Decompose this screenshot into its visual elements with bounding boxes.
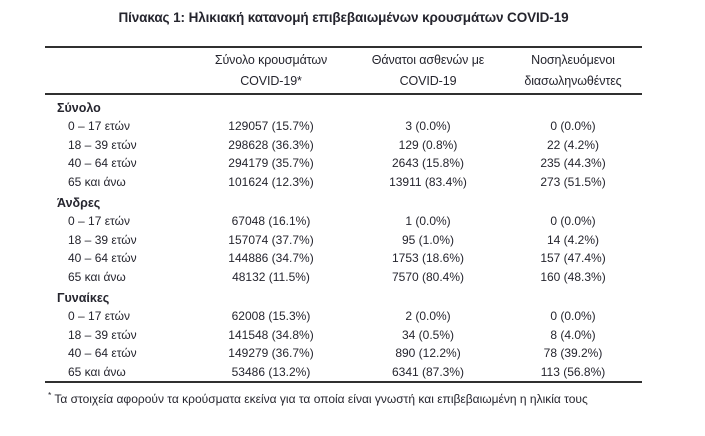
intubated-value: 22 (4.2%) xyxy=(546,137,600,152)
table-header-row xyxy=(45,46,642,95)
header-deaths xyxy=(352,50,504,92)
header-total-cases xyxy=(190,50,352,92)
deaths-value: 7570 (80.4%) xyxy=(391,269,465,284)
age-label: 0 – 17 ετών xyxy=(68,119,130,133)
age-label: 18 – 39 ετών xyxy=(68,327,137,342)
deaths-value: 1753 (18.6%) xyxy=(391,251,465,265)
intubated-value: 0 (0.0%) xyxy=(550,214,596,228)
intubated-value: 273 (51.5%) xyxy=(540,174,606,189)
age-label: 65 και άνω xyxy=(68,364,126,379)
deaths-value: 129 (0.8%) xyxy=(398,137,458,152)
table-row xyxy=(45,326,642,345)
table-body xyxy=(45,95,642,383)
cases-value: 144886 (34.7%) xyxy=(228,251,314,265)
table-row xyxy=(45,136,642,155)
age-label: 18 – 39 ετών xyxy=(68,232,137,247)
cases-value: 101624 (12.3%) xyxy=(228,174,314,189)
header-empty-cell xyxy=(45,50,190,92)
intubated-value: 157 (47.4%) xyxy=(540,251,606,265)
header-intubated-line2: διασωληνωθέντες xyxy=(524,74,622,88)
covid-age-table xyxy=(45,46,642,383)
cases-value: 294179 (35.7%) xyxy=(228,156,314,170)
cases-value: 53486 (13.2%) xyxy=(231,364,311,379)
table-row xyxy=(45,363,642,382)
header-deaths-line2: COVID-19 xyxy=(399,74,457,88)
footnote-text: Τα στοιχεία αφορούν τα κρούσματα εκείνα για τα οποία είναι γνωστή και επιβεβαιωμένη η ηλικία τους xyxy=(54,392,588,406)
table-row xyxy=(45,344,642,363)
intubated-value: 0 (0.0%) xyxy=(550,309,596,323)
age-label: 40 – 64 ετών xyxy=(68,251,137,265)
section-label-total: Σύνολο xyxy=(57,101,101,115)
header-intubated-line1: Νοσηλευόμενοι xyxy=(531,53,615,67)
cases-value: 129057 (15.7%) xyxy=(228,119,314,133)
header-deaths-line1: Θάνατοι ασθενών με xyxy=(371,53,485,67)
deaths-value: 3 (0.0%) xyxy=(405,119,451,133)
table-row xyxy=(45,212,642,231)
deaths-value: 95 (1.0%) xyxy=(401,232,455,247)
cases-value: 141548 (34.8%) xyxy=(228,327,314,342)
footnote-asterisk: * xyxy=(48,390,52,400)
deaths-value: 2 (0.0%) xyxy=(405,309,451,323)
intubated-value: 78 (39.2%) xyxy=(543,346,603,360)
section-label-men: Άνδρες xyxy=(57,196,101,210)
age-label: 65 και άνω xyxy=(68,174,126,189)
intubated-value: 0 (0.0%) xyxy=(550,119,596,133)
table-row xyxy=(45,173,642,192)
deaths-value: 34 (0.5%) xyxy=(401,327,455,342)
cases-value: 298628 (36.3%) xyxy=(228,137,314,152)
table-row xyxy=(45,154,642,173)
age-label: 0 – 17 ετών xyxy=(68,309,130,323)
table-footnote xyxy=(45,388,642,407)
header-intubated xyxy=(504,50,642,92)
intubated-value: 235 (44.3%) xyxy=(540,156,606,170)
table-row xyxy=(45,117,642,136)
deaths-value: 6341 (87.3%) xyxy=(391,364,465,379)
age-label: 65 και άνω xyxy=(68,269,126,284)
intubated-value: 160 (48.3%) xyxy=(540,269,606,284)
age-label: 40 – 64 ετών xyxy=(68,346,137,360)
age-label: 18 – 39 ετών xyxy=(68,137,137,152)
cases-value: 157074 (37.7%) xyxy=(228,232,314,247)
intubated-value: 14 (4.2%) xyxy=(546,232,600,247)
table-row xyxy=(45,231,642,250)
header-total-cases-line1: Σύνολο κρουσμάτων xyxy=(214,53,328,67)
table-row xyxy=(45,307,642,326)
deaths-value: 13911 (83.4%) xyxy=(389,174,467,189)
cases-value: 67048 (16.1%) xyxy=(231,214,311,228)
section-label-women: Γυναίκες xyxy=(57,291,110,305)
deaths-value: 890 (12.2%) xyxy=(395,346,461,360)
deaths-value: 2643 (15.8%) xyxy=(391,156,465,170)
cases-value: 48132 (11.5%) xyxy=(232,269,310,284)
intubated-value: 8 (4.0%) xyxy=(550,327,596,342)
cases-value: 62008 (15.3%) xyxy=(231,309,311,323)
header-total-cases-line2: COVID-19* xyxy=(240,74,302,88)
deaths-value: 1 (0.0%) xyxy=(405,214,451,228)
intubated-value: 113 (56.8%) xyxy=(540,364,606,379)
age-label: 40 – 64 ετών xyxy=(68,156,137,170)
table-title: Πίνακας 1: Ηλικιακή κατανομή επιβεβαιωμένων κρουσμάτων COVID-19 xyxy=(118,10,569,25)
cases-value: 149279 (36.7%) xyxy=(228,346,314,360)
table-row xyxy=(45,249,642,268)
age-label: 0 – 17 ετών xyxy=(68,214,130,228)
table-row xyxy=(45,268,642,287)
